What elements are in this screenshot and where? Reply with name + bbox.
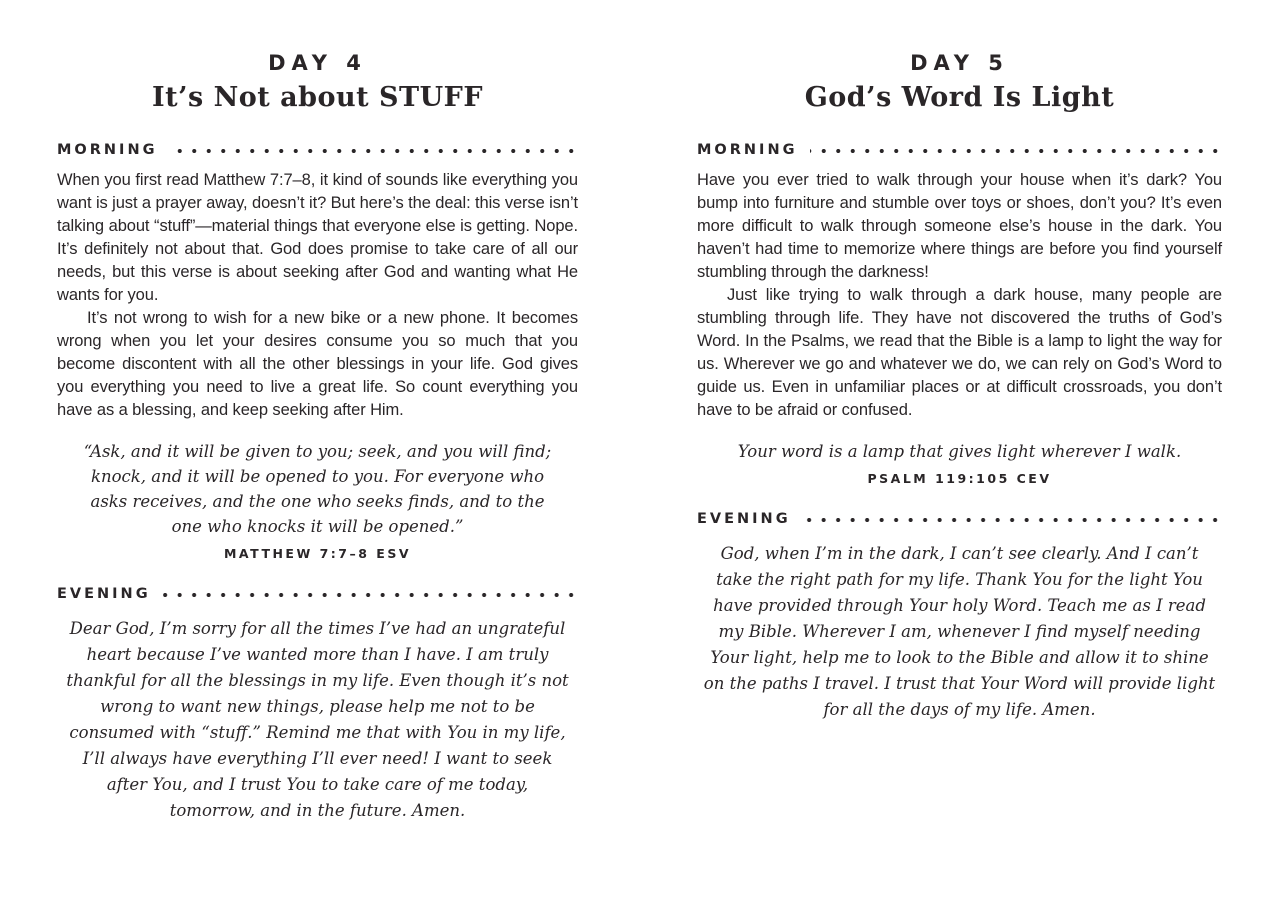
evening-section-header — [697, 511, 1222, 527]
dotted-leader — [803, 517, 1222, 523]
day-number-heading: DAY 5 — [910, 51, 1009, 75]
evening-section-header — [57, 586, 578, 602]
page-title: It’s Not about STUFF — [151, 82, 484, 113]
page-day-5 — [640, 0, 1280, 904]
dotted-leader — [170, 148, 579, 154]
evening-label: EVENING — [697, 511, 791, 527]
morning-paragraph: Have you ever tried to walk through your house when it’s dark? You bump into furniture and stumble over toys or shoes, don’t you? It’s even more difficult to walk through someone else’s house in the dark. You haven’t had time to memorize where things are before you find yourself stumbling through the darkness! — [697, 171, 1222, 281]
day-number-heading: DAY 4 — [268, 51, 367, 75]
morning-label: MORNING — [57, 142, 158, 158]
page-title: God’s Word Is Light — [804, 82, 1115, 113]
dotted-leader — [163, 592, 578, 598]
scripture-quote: “Ask, and it will be given to you; seek, and you will find; knock, and it will be opened to you. For everyone who asks receives, and the one who seeks finds, and to the one who knocks it will be opened.” — [83, 442, 552, 536]
morning-paragraph: It’s not wrong to wish for a new bike or a new phone. It becomes wrong when you let your desires consume you so much that you become discontent with all the other blessings in your life. God gives you everything you need to live a great life. So count everything you have as a blessing, and keep seeking after Him. — [57, 309, 578, 419]
morning-section-header — [57, 142, 578, 158]
evening-prayer: God, when I’m in the dark, I can’t see clearly. And I can’t take the right path for my life. Thank You for the light You have provided through Your holy Word. Teach me as I read my Bible. Wherever I am, whenever I find myself needing Your light, help me to look to the Bible and allow it to shine on the paths I travel. I trust that Your Word will provide light for all the days of my life. Amen. — [703, 544, 1216, 719]
scripture-reference: PSALM 119:105 CEV — [867, 471, 1052, 486]
dotted-leader — [810, 148, 1223, 154]
morning-section-header — [697, 142, 1222, 158]
morning-label: MORNING — [697, 142, 798, 158]
morning-paragraph: Just like trying to walk through a dark house, many people are stumbling through life. They have not discovered the truths of God’s Word. In the Psalms, we read that the Bible is a lamp to light the way for us. Wherever we go and whatever we do, we can rely on God’s Word to guide us. Even in unfamiliar places or at difficult crossroads, you don’t have to be afraid or confused. — [697, 286, 1222, 419]
scripture-reference: MATTHEW 7:7–8 ESV — [223, 546, 412, 561]
evening-label: EVENING — [57, 586, 151, 602]
evening-prayer: Dear God, I’m sorry for all the times I’ve had an ungrateful heart because I’ve wanted more than I have. I am truly thankful for all the blessings in my life. Even though it’s not wrong to want new things, please help me not to be consumed with “stuff.” Remind me that with You in my life, I’ll always have everything I’ll ever need! I want to seek after You, and I trust You to take care of me today, tomorrow, and in the future. Amen. — [66, 619, 569, 820]
morning-paragraph: When you first read Matthew 7:7–8, it kind of sounds like everything you want is just a prayer away, doesn’t it? But here’s the deal: this verse isn’t talking about “stuff”—material things that everyone else is getting. Nope. It’s definitely not about that. God does promise to take care of all our needs, but this verse is about seeking after God and wanting what He wants for you. — [57, 171, 578, 304]
scripture-quote: Your word is a lamp that gives light wherever I walk. — [737, 442, 1182, 461]
